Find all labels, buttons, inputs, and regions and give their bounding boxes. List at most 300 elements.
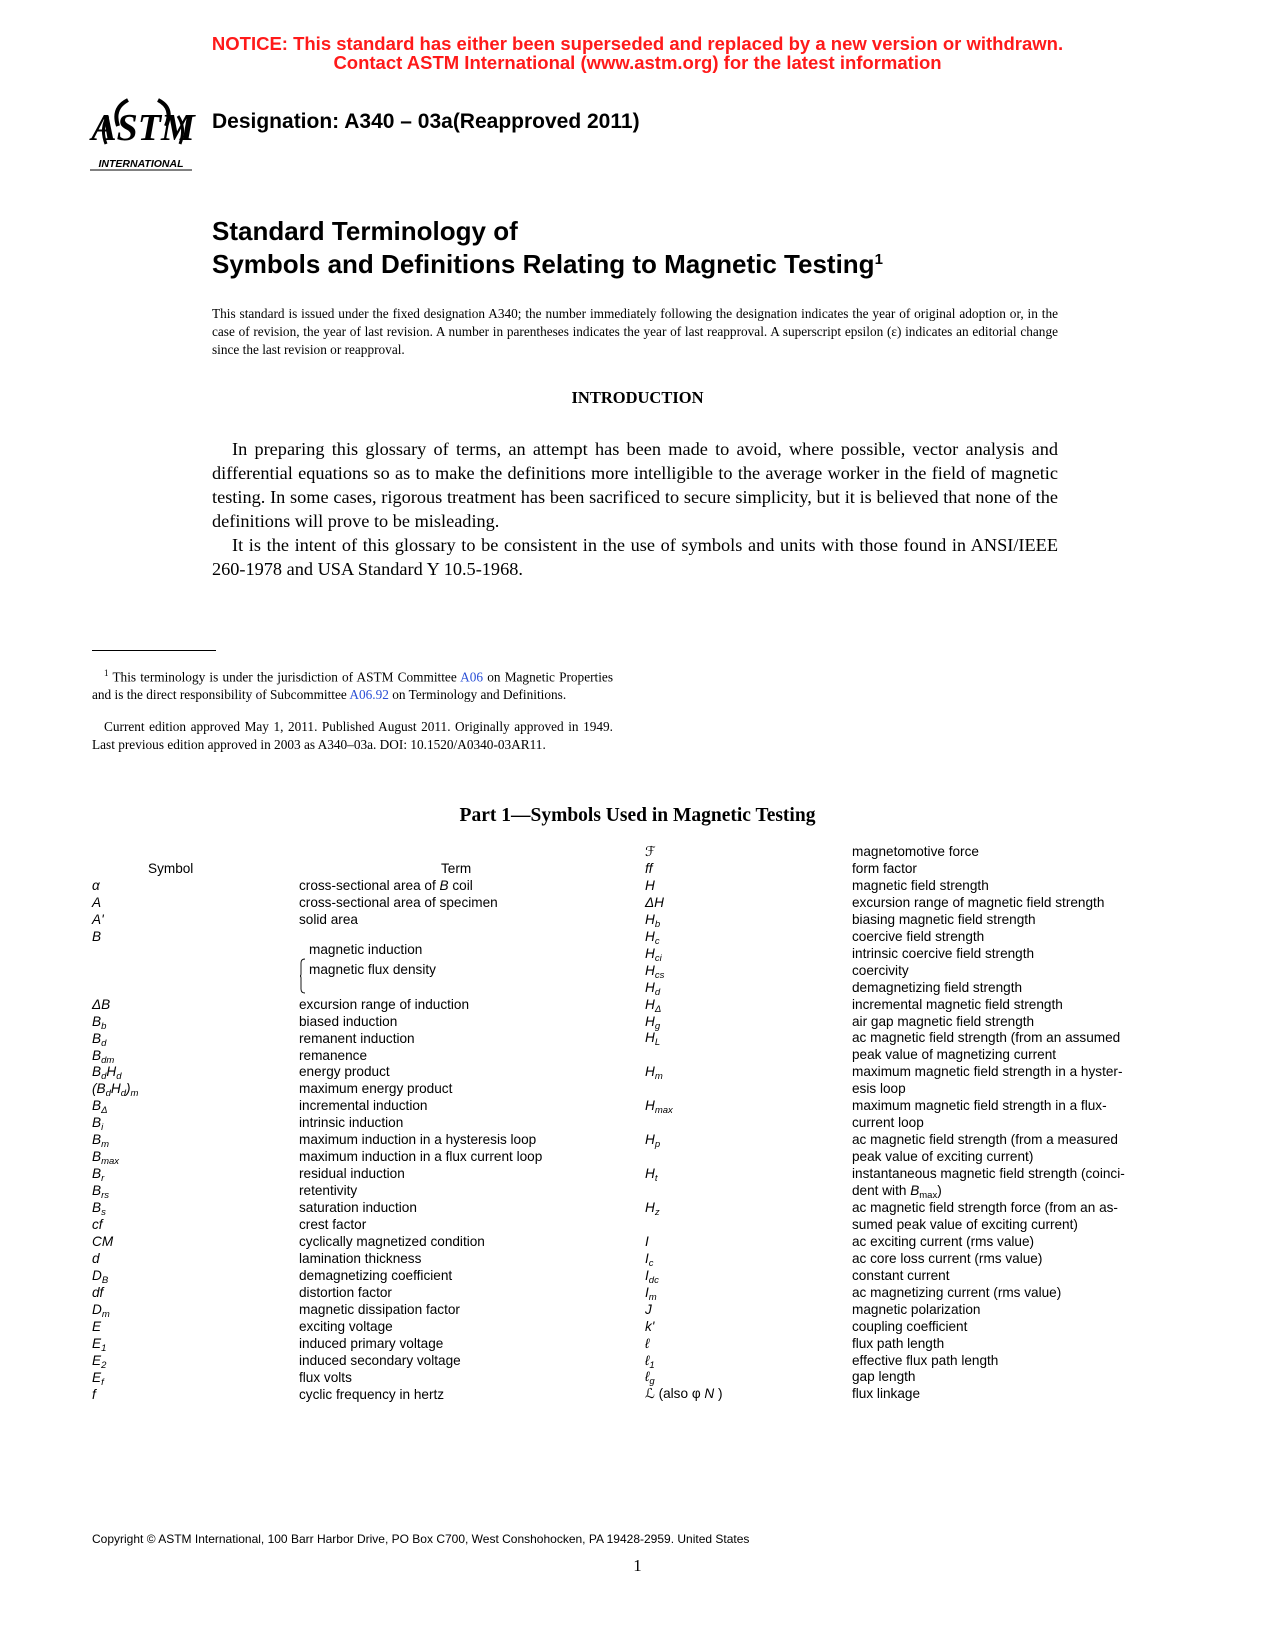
term-text: demagnetizing field strength	[852, 979, 1023, 995]
symbol-text: H	[645, 1199, 655, 1215]
right-row-term	[852, 945, 1034, 962]
left-row-term	[299, 1369, 352, 1386]
symbol-subscript: 1	[101, 1342, 107, 1354]
term-text: biasing magnetic field strength	[852, 911, 1036, 927]
right-row-term	[852, 1080, 906, 1097]
symbol-subscript: max	[654, 1105, 673, 1117]
left-row-term	[299, 1318, 393, 1335]
symbol-subscript: f	[101, 1376, 104, 1388]
left-row-term	[299, 1030, 415, 1047]
left-row-symbol	[92, 1386, 96, 1403]
term-text: excursion range of magnetic field strength	[852, 894, 1105, 910]
symbol-subscript: B	[101, 1274, 109, 1286]
symbol-text: H	[645, 1166, 655, 1182]
symbol-subscript: s	[101, 1207, 106, 1219]
symbol-text: ℒ	[645, 1386, 655, 1402]
left-row-term	[299, 1352, 461, 1369]
title-line-1: Standard Terminology of	[212, 216, 518, 246]
right-row-term	[852, 1318, 967, 1335]
left-row-symbol	[92, 1080, 139, 1100]
left-row-symbol	[92, 1352, 106, 1369]
left-row-symbol	[92, 1267, 108, 1284]
left-row-symbol	[92, 1063, 122, 1083]
symbol-text: B	[92, 1166, 102, 1182]
symbol-text: B	[92, 1013, 102, 1029]
right-row-term	[852, 911, 1036, 928]
term-text: intrinsic induction	[299, 1115, 404, 1131]
symbol-subscript: i	[101, 1122, 104, 1134]
left-row-symbol	[92, 996, 110, 1013]
term-text: lamination thickness	[299, 1250, 422, 1266]
right-row-symbol	[645, 894, 664, 911]
right-row-term	[852, 1013, 1034, 1030]
part1-heading: Part 1—Symbols Used in Magnetic Testing	[459, 805, 816, 826]
symbol-text: B	[92, 1183, 102, 1199]
left-row-term	[299, 1165, 405, 1182]
term-text: coil	[448, 878, 473, 893]
left-row-term	[299, 1284, 392, 1301]
right-row-symbol	[645, 1301, 652, 1318]
symbol-subscript: L	[654, 1037, 661, 1049]
term-text: magnetic dissipation factor	[299, 1301, 460, 1317]
svg-text:ASTM: ASTM	[91, 107, 195, 149]
term-text: induced primary voltage	[299, 1335, 444, 1351]
symbol-text: B	[92, 1149, 102, 1165]
right-row-term	[852, 1385, 920, 1402]
left-row-term	[299, 911, 358, 928]
left-row-symbol	[92, 1301, 110, 1318]
symbol-text: B	[92, 1098, 102, 1114]
term-text: magnetomotive force	[852, 844, 979, 859]
left-row-term	[299, 1013, 397, 1030]
symbol-text: B	[92, 1064, 102, 1080]
term-text: exciting voltage	[299, 1318, 393, 1334]
term-text: flux volts	[299, 1369, 352, 1385]
term-text: dent with	[852, 1183, 911, 1198]
symbol-text: H	[110, 1081, 121, 1097]
term-text: current loop	[852, 1115, 924, 1131]
term-text: retentivity	[299, 1183, 358, 1199]
right-row-symbol	[645, 928, 660, 945]
symbol-text: J	[645, 1301, 652, 1317]
left-row-symbol	[92, 894, 101, 911]
symbol-subscript: z	[654, 1206, 660, 1218]
right-row-symbol	[645, 1013, 660, 1030]
symbol-subscript: rs	[101, 1190, 109, 1202]
left-row-symbol	[92, 928, 101, 945]
left-row-symbol	[92, 1165, 105, 1185]
symbol-subscript: Δ	[101, 1105, 108, 1117]
symbol-subscript: ci	[654, 952, 662, 964]
term-text: remanence	[299, 1047, 368, 1063]
symbol-subscript: t	[654, 1173, 658, 1185]
symbol-text: E	[92, 1369, 102, 1385]
right-row-term	[852, 962, 909, 979]
left-row-symbol	[92, 911, 104, 928]
term-text: ac magnetic field strength (from an assumed	[852, 1030, 1121, 1046]
right-row-term	[852, 1233, 1034, 1250]
symbol-text: B	[92, 1030, 102, 1046]
term-text: excursion range of induction	[299, 996, 470, 1012]
astm-logo-icon	[88, 86, 198, 178]
left-row-symbol	[92, 1216, 103, 1233]
symbol-text: E	[92, 1335, 102, 1351]
left-row-term	[299, 1114, 403, 1131]
symbol-text: I	[645, 1267, 649, 1283]
symbol-subscript: r	[101, 1173, 105, 1185]
footnote-1	[92, 664, 613, 704]
footnote-text: on Terminology and Definitions.	[388, 687, 567, 703]
introduction-paragraph-1: In preparing this glossary of terms, an attempt has been made to avoid, where possible, vector analysis and differential equations so as to make the definitions more intelligible to the average worker in the field of magnetic testing. In some cases, rigorous treatment has been sacrificed to secure simplicity, but it is believed that none of the definitions will prove to be misleading.	[212, 439, 1058, 531]
left-row-symbol	[92, 1250, 100, 1267]
symbol-text: CM	[92, 1233, 114, 1249]
symbol-subscript: 2	[101, 1359, 107, 1371]
term-text: incremental induction	[299, 1098, 428, 1114]
symbol-subscript: c	[654, 935, 660, 947]
term-text: energy product	[299, 1064, 390, 1080]
symbol-subscript: dm	[101, 1054, 115, 1066]
symbol-text: ℓ	[645, 1335, 650, 1351]
right-row-term	[852, 1199, 1118, 1216]
term-text: coercivity	[852, 962, 909, 978]
left-row-term	[299, 1386, 444, 1403]
symbol-subscript: max	[101, 1156, 120, 1168]
term-text: cross-sectional area of	[299, 878, 440, 893]
term-text: maximum magnetic field strength in a hyster-	[852, 1064, 1123, 1080]
symbol-text: H	[645, 945, 655, 961]
right-row-symbol	[645, 877, 655, 894]
left-row-term	[299, 1216, 366, 1233]
term-text: magnetic flux density	[309, 961, 436, 977]
left-row-symbol	[92, 1318, 101, 1335]
right-row-term	[852, 928, 984, 945]
term-text: magnetic field strength	[852, 877, 989, 893]
footnote-text: on Magnetic Properties and is the direct responsibility of Subcommittee	[92, 669, 614, 703]
issued-note: This standard is issued under the fixed designation A340; the number immediately following the designation indicates the year of original adoption or, in the case of revision, the year of last revision. A number in parentheses indicates the year of last reapproval. A superscript epsilon (ε) indicates an editorial change since the last revision or reapproval.	[212, 306, 1058, 357]
left-row-term	[299, 1250, 421, 1267]
symbol-subscript: cs	[654, 969, 665, 981]
symbol-text: H	[106, 1064, 117, 1080]
designation: Designation: A340 – 03a(Reapproved 2011)	[212, 110, 640, 133]
left-row-symbol	[92, 1047, 114, 1064]
copyright: Copyright © ASTM International, 100 Barr Harbor Drive, PO Box C700, West Conshohocken, PA 19428-2959. United States	[92, 1532, 750, 1546]
symbol-text: B	[92, 928, 102, 944]
symbol-subscript: 1	[649, 1359, 655, 1371]
right-row-term	[852, 1029, 1120, 1046]
symbol-subscript: d	[116, 1071, 122, 1083]
symbol-text: E	[92, 1352, 102, 1368]
symbol-text: f	[92, 1386, 96, 1402]
left-row-term	[299, 894, 498, 911]
symbol-subscript: m	[654, 1071, 663, 1083]
introduction-heading: INTRODUCTION	[571, 388, 704, 407]
right-row-term	[852, 1284, 1061, 1301]
brace-icon	[300, 958, 306, 994]
left-row-symbol	[92, 1199, 106, 1219]
term-text: ac core loss current (rms value)	[852, 1250, 1043, 1266]
term-text: induced secondary voltage	[299, 1352, 461, 1368]
symbol-text: α	[92, 878, 100, 893]
right-row-symbol	[645, 1233, 649, 1250]
term-text: maximum magnetic field strength in a flux-	[852, 1098, 1107, 1114]
symbol-text: df	[92, 1284, 104, 1300]
symbol-subscript: m	[101, 1308, 110, 1320]
symbol-text: D	[92, 1301, 102, 1317]
right-row-symbol	[645, 1029, 661, 1049]
right-row-symbol	[645, 962, 664, 979]
title-line-2	[212, 249, 883, 279]
symbol-text: H	[645, 928, 655, 944]
notice-line-2: Contact ASTM International (www.astm.org) for the latest information	[333, 52, 942, 73]
footnote-mark: 1	[104, 668, 109, 678]
term-text: ac magnetizing current (rms value)	[852, 1284, 1062, 1300]
left-row-term	[299, 1233, 485, 1250]
committee-link[interactable]: A06	[460, 669, 484, 685]
footnote-2: Current edition approved May 1, 2011. Published August 2011. Originally approved in 1949. Last previous edition approved in 2003 as A340–03a. DOI: 10.1520/A0340-03AR11.	[92, 719, 613, 752]
symbol-text: B	[92, 1132, 102, 1148]
term-text: coupling coefficient	[852, 1318, 968, 1334]
symbol-subscript: d	[654, 986, 661, 998]
symbol-text: H	[645, 979, 655, 995]
term-text: flux path length	[852, 1335, 945, 1351]
term-text: residual induction	[299, 1166, 405, 1182]
symbol-text: H	[645, 996, 655, 1012]
left-row-term	[299, 1182, 357, 1199]
term-text: ac exciting current (rms value)	[852, 1233, 1035, 1249]
right-row-term	[852, 1165, 1125, 1182]
right-row-term	[852, 1352, 998, 1369]
symbol-text: B	[92, 1047, 102, 1063]
symbol-text: )	[126, 1081, 131, 1097]
right-row-term	[852, 1114, 924, 1131]
symbol-subscript: d	[120, 1088, 127, 1100]
right-row-symbol	[645, 1267, 659, 1284]
symbol-text: H	[645, 877, 655, 893]
term-text: maximum energy product	[299, 1081, 453, 1097]
left-row-term	[299, 1148, 542, 1165]
title-footnote-mark: 1	[874, 251, 883, 268]
left-row-symbol	[92, 1284, 103, 1301]
term-text: cross-sectional area of specimen	[299, 894, 498, 910]
right-row-symbol	[645, 1199, 660, 1216]
symbol-subscript: Δ	[654, 1003, 662, 1015]
term-text: distortion factor	[299, 1284, 392, 1300]
right-row-term	[852, 1368, 916, 1385]
symbol-text: cf	[92, 1217, 103, 1232]
right-row-symbol	[645, 945, 662, 962]
symbol-text: I	[645, 1250, 649, 1266]
left-row-symbol	[92, 1148, 120, 1168]
symbol-text: k'	[645, 1318, 655, 1334]
left-row-term	[309, 941, 422, 958]
left-row-symbol	[92, 1097, 108, 1117]
left-row-term	[299, 1097, 427, 1114]
term-text: peak value of magnetizing current	[852, 1047, 1057, 1063]
term-text: maximum induction in a flux current loop	[299, 1149, 543, 1165]
term-text: gap length	[852, 1369, 916, 1385]
symbol-text: ℱ	[645, 844, 656, 859]
term-text: constant current	[852, 1267, 950, 1283]
right-row-symbol	[645, 1284, 657, 1301]
symbol-text: H	[645, 911, 655, 927]
term-text: saturation induction	[299, 1200, 417, 1216]
term-text: ac magnetic field strength (from a measured	[852, 1132, 1118, 1148]
term-symbol: B	[910, 1183, 920, 1198]
right-row-term	[852, 1148, 1033, 1165]
right-row-term	[852, 1267, 949, 1284]
symbol-text: H	[645, 1132, 655, 1148]
right-row-term	[852, 979, 1022, 996]
right-row-term	[852, 1182, 942, 1199]
symbol-text: ff	[645, 860, 653, 876]
right-row-term	[852, 1335, 944, 1352]
right-row-symbol	[645, 996, 661, 1013]
symbol-subscript: b	[101, 1020, 107, 1032]
left-row-term	[299, 1063, 390, 1080]
page-number: 1	[633, 1556, 642, 1575]
logo-text: INTERNATIONAL	[98, 158, 184, 170]
term-text: form factor	[852, 860, 917, 876]
symbol-text: ΔB	[92, 996, 111, 1012]
left-row-symbol	[92, 1114, 104, 1134]
left-row-symbol	[92, 1369, 104, 1386]
right-row-term	[852, 1046, 1056, 1063]
right-row-symbol	[645, 1250, 654, 1267]
term-text: crest factor	[299, 1217, 367, 1232]
right-row-term	[852, 1216, 1078, 1233]
term-subscript: max	[919, 1190, 938, 1201]
term-text: solid area	[299, 911, 358, 927]
symbol-text: I	[645, 1284, 649, 1300]
symbol-text: A'	[92, 911, 104, 927]
left-row-term	[299, 1047, 367, 1064]
right-row-symbol	[645, 1165, 658, 1185]
term-text: maximum induction in a hysteresis loop	[299, 1132, 537, 1148]
symbol-text: I	[645, 1233, 649, 1249]
symbol-subscript: g	[649, 1376, 655, 1388]
term-text: cyclically magnetized condition	[299, 1233, 485, 1249]
right-row-symbol	[645, 1097, 673, 1117]
right-row-symbol	[645, 1131, 661, 1151]
symbol-text: E	[92, 1318, 102, 1334]
symbol-text: H	[645, 962, 655, 978]
term-text: cyclic frequency in hertz	[299, 1386, 445, 1402]
left-row-term	[299, 1080, 452, 1097]
right-row-symbol	[645, 979, 660, 996]
right-row-term	[852, 1301, 980, 1318]
right-row-term	[852, 1097, 1107, 1114]
right-row-symbol	[645, 1385, 723, 1402]
symbol-text: ℓ	[645, 1369, 650, 1385]
term-text: esis loop	[852, 1081, 906, 1097]
symbol-text: (B	[92, 1081, 106, 1097]
right-row-symbol	[645, 843, 656, 860]
symbol-subscript: d	[105, 1088, 111, 1100]
right-row-symbol	[645, 1063, 663, 1083]
notice-line-1: NOTICE: This standard has either been superseded and replaced by a new version or withdrawn.	[211, 33, 1064, 54]
term-text: sumed peak value of exciting current)	[852, 1216, 1078, 1232]
term-text: instantaneous magnetic field strength (coinci-	[852, 1166, 1125, 1182]
symbol-subscript: m	[101, 1139, 109, 1151]
subcommittee-link[interactable]: A06.92	[349, 687, 389, 703]
right-row-term	[852, 996, 1063, 1013]
column-header-symbol: Symbol	[148, 861, 194, 876]
left-row-symbol	[92, 1131, 109, 1151]
right-row-term	[852, 1250, 1042, 1267]
left-row-symbol	[92, 877, 100, 894]
left-row-symbol	[92, 1013, 106, 1030]
term-text: magnetic polarization	[852, 1301, 981, 1317]
symbol-text: H	[645, 1030, 655, 1046]
title-line-2-text: Symbols and Definitions Relating to Magnetic Testing	[212, 249, 875, 279]
right-row-symbol	[645, 1318, 654, 1335]
symbol-text: N	[704, 1386, 715, 1402]
symbol-subscript: p	[654, 1139, 661, 1151]
left-row-term	[299, 1131, 536, 1148]
symbol-subscript: g	[654, 1020, 661, 1032]
symbol-text: H	[645, 1013, 655, 1029]
term-text: peak value of exciting current)	[852, 1149, 1034, 1165]
symbol-text: A	[92, 894, 102, 910]
term-text: magnetic induction	[309, 941, 423, 957]
left-row-term	[299, 1301, 460, 1318]
left-row-term	[299, 877, 473, 894]
symbol-text: H	[645, 1064, 655, 1080]
symbol-subscript: dc	[648, 1274, 659, 1286]
symbol-subscript: b	[654, 918, 661, 930]
term-text: air gap magnetic field strength	[852, 1013, 1035, 1029]
symbol-subscript: d	[101, 1037, 107, 1049]
right-row-term	[852, 877, 989, 894]
symbol-text: B	[92, 1115, 102, 1131]
introduction-paragraph-2: It is the intent of this glossary to be consistent in the use of symbols and units with those found in ANSI/IEEE 260-1978 and USA Standard Y 10.5-1968.	[212, 535, 1058, 579]
right-row-term	[852, 894, 1104, 911]
symbol-subscript: m	[648, 1291, 657, 1303]
term-text: incremental magnetic field strength	[852, 996, 1063, 1012]
term-text: intrinsic coercive field strength	[852, 945, 1035, 961]
term-text: biased induction	[299, 1013, 398, 1029]
footnote-divider	[92, 650, 216, 651]
right-row-term	[852, 860, 917, 877]
symbol-note: )	[714, 1386, 723, 1402]
term-text: demagnetizing coefficient	[299, 1267, 453, 1283]
term-text: ac magnetic field strength force (from an as-	[852, 1199, 1118, 1215]
right-row-symbol	[645, 911, 660, 928]
symbol-subscript: m	[130, 1088, 139, 1100]
symbol-text: H	[645, 1098, 655, 1114]
symbol-text: D	[92, 1267, 102, 1283]
left-row-term	[309, 961, 436, 978]
right-row-term	[852, 1063, 1122, 1080]
symbol-note: (also φ	[654, 1386, 705, 1402]
left-row-symbol	[92, 1182, 109, 1202]
left-row-symbol	[92, 1030, 106, 1047]
term-text: effective flux path length	[852, 1352, 999, 1368]
term-text: remanent induction	[299, 1030, 415, 1046]
left-row-symbol	[92, 1233, 113, 1250]
symbol-subscript: d	[101, 1071, 107, 1083]
footnote-text: This terminology is under the jurisdiction of ASTM Committee	[112, 669, 461, 685]
symbol-text: ΔH	[645, 894, 664, 910]
left-row-term	[299, 996, 469, 1013]
term-text: coercive field strength	[852, 928, 985, 944]
term-symbol: B	[439, 878, 449, 893]
symbol-subscript: c	[648, 1257, 654, 1269]
right-row-symbol	[645, 1368, 655, 1388]
left-row-term	[299, 1199, 417, 1216]
symbol-text: B	[92, 1200, 102, 1216]
term-text: )	[937, 1183, 942, 1198]
